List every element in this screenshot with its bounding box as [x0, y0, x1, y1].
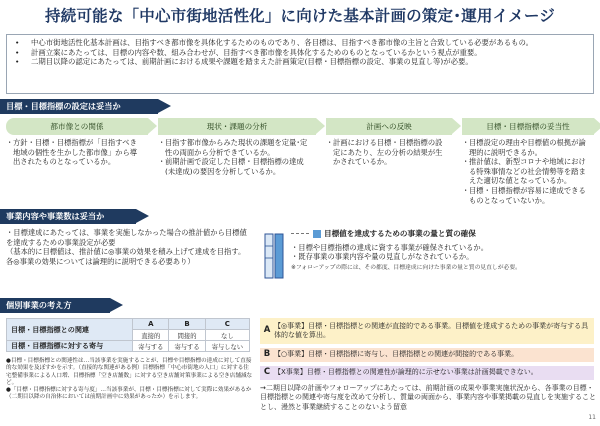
- column-analysis: [158, 118, 316, 204]
- step-label: 目標・目標指標の妥当性: [462, 118, 594, 135]
- step-label: 現状・課題の分析: [158, 118, 316, 135]
- list-item: ・目標や目標指標の達成に資する事業が確保されているか。: [291, 243, 489, 252]
- conclusion-text: →二期目以降の計画やフォローアップにあたっては、前期計画の成果や事業実施状況から、各事業の目標・目標指標との関連や寄与度を改めて分析し、質量の両面から、事業内容や事業掲載の見直しを実施することとし、漫然と事業継続することのないよう留意: [260, 384, 596, 411]
- list-item: ・既存事業の事業内容や量の見直しがなされているか。: [291, 252, 474, 262]
- list-item: ・ 目標設定の理由や目標値の根拠が論理的に説明できるか。: [462, 138, 586, 157]
- quality-heading: 目標値を達成するための事業の量と質の確保: [324, 229, 476, 238]
- section-heading-individual: 個別事業の考え方: [0, 298, 110, 313]
- step-label: 計画への反映: [326, 118, 452, 135]
- list-item: ・ 目標・目標指標が容易に達成できるものとなっていないか。: [462, 185, 586, 205]
- bar-stack-icon: [264, 232, 284, 280]
- section-heading-projects: 事業内容や事業数は妥当か: [0, 209, 136, 224]
- column-plan-reflect: [326, 118, 452, 204]
- column-validity: [462, 118, 594, 204]
- table-notes: ●目標・目標指標との関連性は…当該事業を実施することが、目標や目標指標の達成に対して直接的な効果を及ぼすかを示す。（直接的な関連がある例）目標指標「中心市街地の人口」に対する住宅整備事業による人口増、目標指標「空き店舗数」に対する空き店舗対策事業による空き店舗減など。 ●「目標・目標指標に対する寄与度」…当該事業が、目標・目標指標に対して実際に効果があるか（二期目以降の自治体においては前期計画中に効果があったか）を示します。: [6, 358, 253, 401]
- intro-box: [6, 34, 594, 94]
- intro-bullet: • 計画立案にあたっては、目標の内容や数、組み合わせが、目指すべき都市像を具体化するためのものとなっているかという視点が重要。: [15, 47, 482, 57]
- intro-bullet: • 中心市街地活性化基本計画は、目指すべき都市像を具体化するためのものであり、各目標は、目指すべき都市像の主旨と合致している必要があるもの。: [15, 38, 533, 47]
- category-a: A 【◎事業】目標・目標指標との関連が直接的である事業。目標値を達成するための事業が寄与する具体的な値を算出。: [260, 318, 594, 344]
- followup-note: ※フォローアップの際には、その都度、目標達成に向けた事業の量と質の見直しが必要。: [291, 264, 521, 271]
- page-title: 持続可能な「中心市街地活性化」に向けた基本計画の策定･運用イメージ: [45, 7, 555, 25]
- section-targets: [6, 118, 594, 204]
- projects-quality: [291, 228, 591, 271]
- section-individual: [6, 318, 594, 424]
- list-item: ・ 前期計画で設定した目標・目標指標の達成(未達成)の要因を分析しているか。: [158, 157, 304, 176]
- category-b: B 【○事業】目標・目標指標に寄与し、目標指標との関連が間接的である事業。: [260, 348, 594, 362]
- column-city-image: [6, 118, 148, 204]
- projects-explanation: ・目標達成にあたっては、事業を実施しなかった場合の推計値から目標値を達成するための事業設定が必要 （基本的に目標値は、推計値に◎事業の効果を積み上げて達成を目指す。各◎事業の効果については論理的に説明できる必要あり）: [6, 228, 247, 266]
- list-item: ・ 推計値は、新型コロナや地域における特殊事情などの社会情勢等を踏まえた適切な値となっているか。: [462, 157, 586, 186]
- list-item: ・ 目指す都市像からみた現状の課題を定量･定性の両面から分析できているか。: [158, 138, 308, 157]
- category-c: C 【X事業】目標・目標指標との関連性が論理的に示せない事業は計画掲載できない。: [260, 366, 594, 380]
- list-item: ・ 計画における目標・目標指標の設定にあたり、左の分析の結果が生かされているか。: [326, 138, 443, 167]
- row-label-relation: 目標・目標指標との関連: [7, 319, 133, 341]
- intro-bullet: • 二期目以降の認定にあたっては、前期計画における成果や課題を踏まえた計画策定(目標・目標指標の設定、事業の見直し等)が必要。: [15, 57, 473, 67]
- section-heading-targets: 目標・目標指標の設定は妥当か: [0, 99, 158, 114]
- square-icon: [313, 230, 321, 238]
- step-label: 都市像との関係: [6, 118, 148, 135]
- dashed-line-icon: [291, 233, 309, 234]
- section-projects: [6, 228, 594, 284]
- page-number: 11: [588, 414, 596, 421]
- classification-table: 目標・目標指標との関連 A B C 直接的 間接的 なし 目標・目標指標に対する寄与 寄与する 寄与する 寄与しない: [6, 318, 250, 352]
- list-item: ・ 方針・目標・目標指標が「目指すべき地域の個性を生かした都市像」から導出されたものとなっているか。: [6, 138, 138, 167]
- row-label-contribution: 目標・目標指標に対する寄与: [7, 341, 133, 352]
